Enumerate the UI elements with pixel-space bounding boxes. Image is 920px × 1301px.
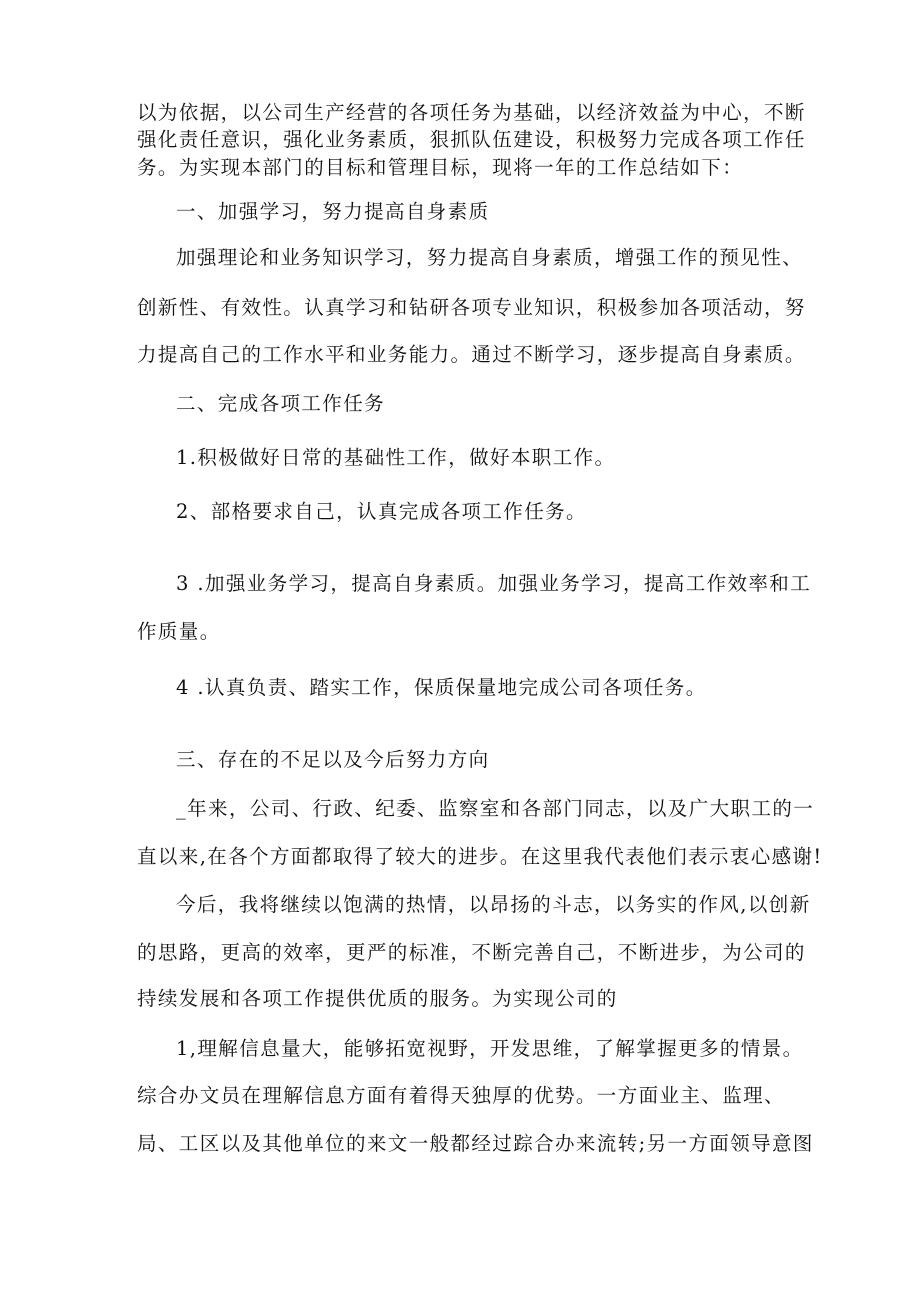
section-2-item-2: 2、部格要求自己，认真完成各项工作任务。 [176, 500, 587, 523]
intro-line-2: 强化责任意识，强化业务素质，狠抓队伍建设，积极努力完成各项工作任 [137, 128, 806, 151]
section-2-item-4: 4 .认真负责、踏实工作，保质保量地完成公司各项任务。 [176, 676, 707, 699]
section-3-line-4: 的思路，更高的效率，更严的标准，不断完善自己，不断进步，为公司的 [137, 941, 806, 964]
section-3-line-7: 综合办文员在理解信息方面有着得天独厚的优势。一方面业主、监理、 [137, 1084, 785, 1107]
section-1-line-2: 创新性、有效性。认真学习和钻研各项专业知识，积极参加各项活动，努 [137, 296, 806, 319]
section-3-line-5: 持续发展和各项工作提供优质的服务。为实现公司的 [137, 987, 618, 1010]
section-2-item-3-continued: 作质量。 [137, 620, 221, 643]
section-3-line-2: 直以来,在各个方面都取得了较大的进步。在这里我代表他们表示衷心感谢! [137, 845, 823, 868]
section-3-line-6: 1,理解信息量大，能够拓宽视野，开发思维，了解掌握更多的情景。 [176, 1037, 804, 1060]
section-3-heading: 三、存在的不足以及今后努力方向 [176, 748, 490, 771]
section-3-line-3: 今后，我将继续以饱满的热情，以昂扬的斗志，以务实的作风,以创新 [176, 893, 811, 916]
section-1-heading: 一、加强学习，努力提高自身素质 [176, 200, 490, 223]
section-1-line-1: 加强理论和业务知识学习，努力提高自身素质，增强工作的预见性、 [176, 246, 804, 269]
section-3-line-8: 局、工区以及其他单位的来文一般都经过踪合办来流转;另一方面领导意图 [137, 1132, 814, 1155]
section-2-item-3: 3 .加强业务学习，提高自身素质。加强业务学习，提高工作效率和工 [176, 572, 812, 595]
intro-line-3: 务。为实现本部门的目标和管理目标，现将一年的工作总结如下： [137, 156, 744, 179]
section-2-heading: 二、完成各项工作任务 [176, 392, 386, 415]
section-2-item-1: 1.积极做好日常的基础性工作，做好本职工作。 [176, 446, 616, 469]
section-1-line-3: 力提高自己的工作水平和业务能力。通过不断学习，逐步提高自身素质。 [137, 343, 806, 366]
section-3-line-1: _年来，公司、行政、纪委、监察室和各部门同志，以及广大职工的一 [176, 797, 815, 820]
intro-line-1: 以为依据，以公司生产经营的各项任务为基础，以经济效益为中心，不断 [137, 101, 806, 124]
